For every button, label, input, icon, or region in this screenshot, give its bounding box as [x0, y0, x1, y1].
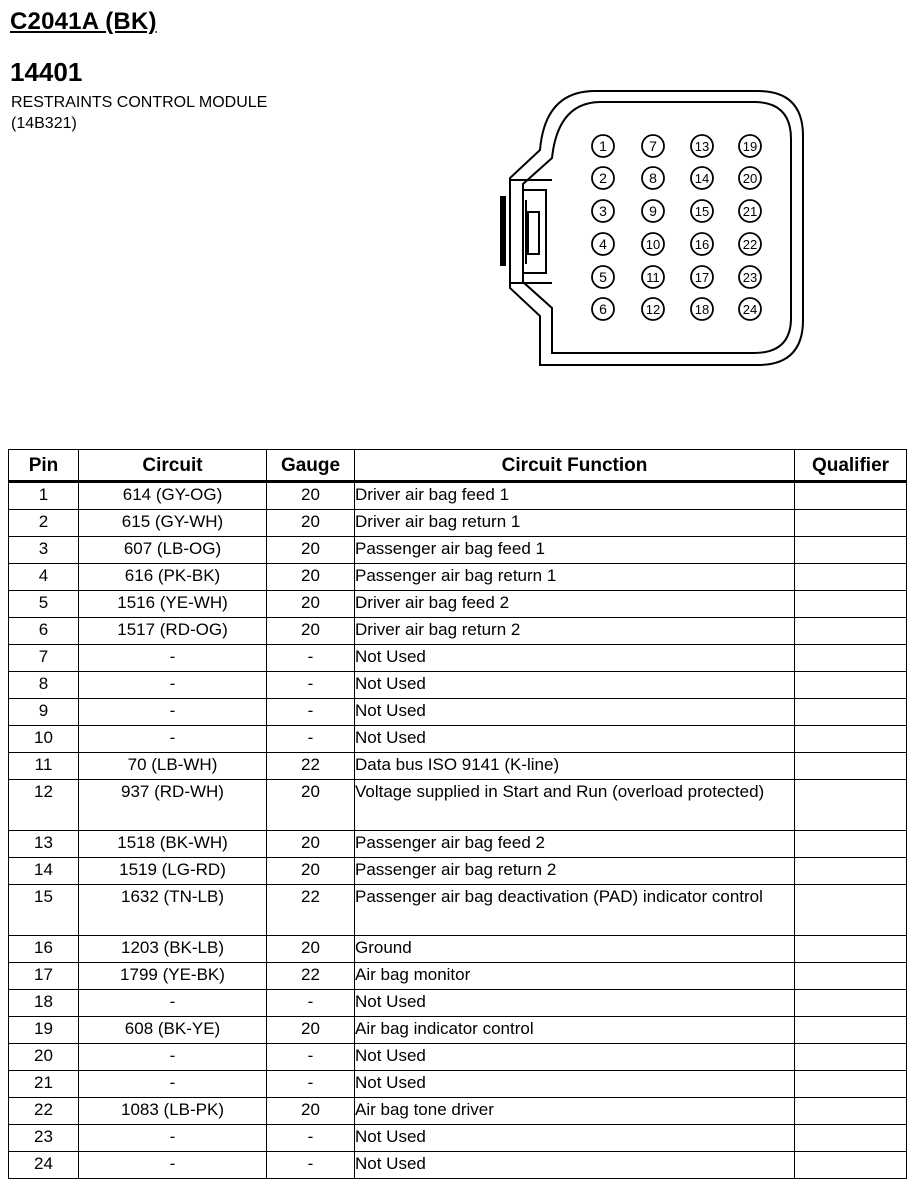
column-header-circuit: Circuit — [79, 450, 267, 482]
qualifier-cell — [795, 1071, 907, 1098]
connector-pin — [642, 135, 664, 157]
column-header-qualifier: Qualifier — [795, 450, 907, 482]
connector-pin — [691, 200, 713, 222]
function-cell: Passenger air bag return 2 — [355, 858, 795, 885]
function-cell: Voltage supplied in Start and Run (overload protected) — [355, 780, 795, 831]
gauge-cell: - — [267, 672, 355, 699]
qualifier-cell — [795, 885, 907, 936]
circuit-cell: 1632 (TN-LB) — [79, 885, 267, 936]
function-cell: Not Used — [355, 645, 795, 672]
connector-pin-label: 4 — [599, 236, 607, 252]
connector-pin — [739, 167, 761, 189]
table-row — [9, 753, 907, 780]
connector-pin — [592, 167, 614, 189]
function-cell: Passenger air bag feed 2 — [355, 831, 795, 858]
function-cell: Passenger air bag feed 1 — [355, 537, 795, 564]
connector-pin — [739, 266, 761, 288]
function-cell: Data bus ISO 9141 (K-line) — [355, 753, 795, 780]
function-cell: Air bag tone driver — [355, 1098, 795, 1125]
connector-pin — [592, 200, 614, 222]
qualifier-cell — [795, 990, 907, 1017]
function-cell: Driver air bag feed 1 — [355, 482, 795, 510]
circuit-cell: - — [79, 1152, 267, 1179]
connector-pin — [642, 167, 664, 189]
connector-pin-label: 24 — [742, 302, 758, 317]
column-header-function: Circuit Function — [355, 450, 795, 482]
connector-pin-label: 23 — [742, 270, 758, 285]
gauge-cell: 20 — [267, 936, 355, 963]
gauge-cell: 20 — [267, 780, 355, 831]
gauge-cell: 20 — [267, 482, 355, 510]
connector-pin — [592, 298, 614, 320]
table-row — [9, 1152, 907, 1179]
connector-pin-label: 10 — [645, 237, 661, 252]
function-cell: Driver air bag feed 2 — [355, 591, 795, 618]
connector-pin — [691, 135, 713, 157]
pin-cell: 12 — [9, 780, 79, 831]
pin-cell: 6 — [9, 618, 79, 645]
circuit-cell: 607 (LB-OG) — [79, 537, 267, 564]
gauge-cell: 20 — [267, 564, 355, 591]
circuit-cell: - — [79, 1044, 267, 1071]
gauge-cell: 20 — [267, 537, 355, 564]
connector-pin-label: 6 — [599, 301, 607, 317]
connector-pin — [739, 233, 761, 255]
gauge-cell: 20 — [267, 1098, 355, 1125]
pin-cell: 8 — [9, 672, 79, 699]
function-cell: Not Used — [355, 699, 795, 726]
qualifier-cell — [795, 564, 907, 591]
circuit-cell: - — [79, 1071, 267, 1098]
connector-pin-label: 14 — [694, 171, 710, 186]
table-row — [9, 1044, 907, 1071]
pin-cell: 17 — [9, 963, 79, 990]
circuit-cell: - — [79, 672, 267, 699]
circuit-cell: 1083 (LB-PK) — [79, 1098, 267, 1125]
function-cell: Air bag monitor — [355, 963, 795, 990]
function-cell: Not Used — [355, 672, 795, 699]
qualifier-cell — [795, 645, 907, 672]
gauge-cell: 20 — [267, 618, 355, 645]
pin-cell: 14 — [9, 858, 79, 885]
function-cell: Not Used — [355, 1125, 795, 1152]
pin-cell: 24 — [9, 1152, 79, 1179]
table-row — [9, 537, 907, 564]
table-row — [9, 1125, 907, 1152]
qualifier-cell — [795, 726, 907, 753]
qualifier-cell — [795, 1098, 907, 1125]
connector-pin — [691, 266, 713, 288]
gauge-cell: 20 — [267, 1017, 355, 1044]
connector-pin-label: 19 — [742, 139, 758, 154]
connector-face-diagram — [490, 88, 810, 373]
connector-pin-label: 9 — [649, 203, 657, 219]
gauge-cell: - — [267, 990, 355, 1017]
circuit-cell: 1518 (BK-WH) — [79, 831, 267, 858]
pin-cell: 11 — [9, 753, 79, 780]
function-cell: Passenger air bag deactivation (PAD) indicator control — [355, 885, 795, 936]
circuit-cell: - — [79, 726, 267, 753]
component-part-number: (14B321) — [11, 115, 77, 132]
qualifier-cell — [795, 1017, 907, 1044]
function-cell: Not Used — [355, 1071, 795, 1098]
connector-pin — [642, 233, 664, 255]
column-header-gauge: Gauge — [267, 450, 355, 482]
function-cell: Driver air bag return 2 — [355, 618, 795, 645]
table-row — [9, 1098, 907, 1125]
connector-pin — [592, 266, 614, 288]
connector-pin — [691, 233, 713, 255]
connector-pin — [642, 266, 664, 288]
qualifier-cell — [795, 963, 907, 990]
gauge-cell: 20 — [267, 858, 355, 885]
circuit-cell: 616 (PK-BK) — [79, 564, 267, 591]
qualifier-cell — [795, 618, 907, 645]
qualifier-cell — [795, 1125, 907, 1152]
connector-id: C2041A (BK) — [10, 8, 157, 35]
table-row — [9, 963, 907, 990]
connector-pin — [642, 298, 664, 320]
connector-pin — [739, 135, 761, 157]
connector-pin-label: 5 — [599, 269, 607, 285]
table-row — [9, 1071, 907, 1098]
qualifier-cell — [795, 1152, 907, 1179]
connector-lock-tab — [500, 196, 506, 266]
qualifier-cell — [795, 672, 907, 699]
gauge-cell: 20 — [267, 510, 355, 537]
table-row — [9, 1017, 907, 1044]
qualifier-cell — [795, 699, 907, 726]
qualifier-cell — [795, 753, 907, 780]
circuit-cell: - — [79, 1125, 267, 1152]
qualifier-cell — [795, 858, 907, 885]
table-row — [9, 726, 907, 753]
component-number: 14401 — [10, 57, 83, 87]
function-cell: Not Used — [355, 1044, 795, 1071]
table-row — [9, 672, 907, 699]
qualifier-cell — [795, 936, 907, 963]
gauge-cell: - — [267, 1071, 355, 1098]
pin-cell: 19 — [9, 1017, 79, 1044]
connector-pin — [691, 167, 713, 189]
circuit-cell: 608 (BK-YE) — [79, 1017, 267, 1044]
circuit-cell: 1516 (YE-WH) — [79, 591, 267, 618]
gauge-cell: - — [267, 699, 355, 726]
gauge-cell: - — [267, 645, 355, 672]
pin-cell: 15 — [9, 885, 79, 936]
connector-pin-label: 20 — [742, 171, 758, 186]
gauge-cell: 22 — [267, 963, 355, 990]
gauge-cell: - — [267, 726, 355, 753]
table-header-row — [9, 450, 907, 482]
connector-pin-label: 15 — [694, 204, 710, 219]
connector-pin-label: 17 — [694, 270, 710, 285]
qualifier-cell — [795, 591, 907, 618]
connector-pin-label: 3 — [599, 203, 607, 219]
connector-pin-label: 13 — [694, 139, 710, 154]
pin-cell: 10 — [9, 726, 79, 753]
function-cell: Not Used — [355, 990, 795, 1017]
connector-pin-label: 18 — [694, 302, 710, 317]
pin-cell: 1 — [9, 482, 79, 510]
pin-cell: 13 — [9, 831, 79, 858]
pin-cell: 2 — [9, 510, 79, 537]
table-row — [9, 482, 907, 510]
table-row — [9, 618, 907, 645]
circuit-cell: - — [79, 645, 267, 672]
circuit-cell: - — [79, 699, 267, 726]
column-header-pin: Pin — [9, 450, 79, 482]
table-row — [9, 645, 907, 672]
function-cell: Ground — [355, 936, 795, 963]
gauge-cell: - — [267, 1152, 355, 1179]
function-cell: Passenger air bag return 1 — [355, 564, 795, 591]
connector-pin-label: 7 — [649, 138, 657, 154]
gauge-cell: 20 — [267, 831, 355, 858]
qualifier-cell — [795, 510, 907, 537]
function-cell: Driver air bag return 1 — [355, 510, 795, 537]
circuit-cell: 70 (LB-WH) — [79, 753, 267, 780]
gauge-cell: - — [267, 1125, 355, 1152]
connector-pin-label: 22 — [742, 237, 758, 252]
pin-cell: 4 — [9, 564, 79, 591]
connector-pin-label: 2 — [599, 170, 607, 186]
function-cell: Not Used — [355, 1152, 795, 1179]
table-row — [9, 936, 907, 963]
gauge-cell: - — [267, 1044, 355, 1071]
table-row — [9, 990, 907, 1017]
pin-cell: 7 — [9, 645, 79, 672]
connector-pin — [739, 200, 761, 222]
gauge-cell: 22 — [267, 885, 355, 936]
connector-pin-label: 12 — [645, 302, 661, 317]
pin-cell: 20 — [9, 1044, 79, 1071]
connector-pin — [592, 135, 614, 157]
table-row — [9, 510, 907, 537]
pin-grid — [592, 135, 761, 320]
connector-pin-label: 16 — [694, 237, 710, 252]
circuit-cell: 614 (GY-OG) — [79, 482, 267, 510]
qualifier-cell — [795, 1044, 907, 1071]
pin-cell: 5 — [9, 591, 79, 618]
qualifier-cell — [795, 780, 907, 831]
circuit-cell: 937 (RD-WH) — [79, 780, 267, 831]
component-description — [11, 92, 267, 134]
connector-pin — [691, 298, 713, 320]
function-cell: Not Used — [355, 726, 795, 753]
table-row — [9, 699, 907, 726]
pinout-table — [8, 449, 907, 1179]
connector-housing-outline — [510, 91, 803, 365]
table-row — [9, 885, 907, 936]
qualifier-cell — [795, 831, 907, 858]
gauge-cell: 20 — [267, 591, 355, 618]
table-row — [9, 564, 907, 591]
circuit-cell: 1799 (YE-BK) — [79, 963, 267, 990]
pinout-table-body — [9, 482, 907, 1179]
pin-cell: 18 — [9, 990, 79, 1017]
pin-cell: 21 — [9, 1071, 79, 1098]
connector-pin — [642, 200, 664, 222]
connector-pin — [739, 298, 761, 320]
qualifier-cell — [795, 537, 907, 564]
table-row — [9, 858, 907, 885]
pin-cell: 16 — [9, 936, 79, 963]
pin-cell: 23 — [9, 1125, 79, 1152]
pin-cell: 9 — [9, 699, 79, 726]
connector-latch — [510, 180, 552, 283]
table-row — [9, 780, 907, 831]
qualifier-cell — [795, 482, 907, 510]
table-row — [9, 591, 907, 618]
circuit-cell: 1517 (RD-OG) — [79, 618, 267, 645]
table-row — [9, 831, 907, 858]
pin-cell: 22 — [9, 1098, 79, 1125]
connector-pin-label: 1 — [599, 138, 607, 154]
connector-pin-label: 21 — [742, 204, 758, 219]
circuit-cell: - — [79, 990, 267, 1017]
circuit-cell: 1203 (BK-LB) — [79, 936, 267, 963]
gauge-cell: 22 — [267, 753, 355, 780]
connector-pin-label: 8 — [649, 170, 657, 186]
connector-pin-label: 11 — [646, 270, 660, 285]
pin-cell: 3 — [9, 537, 79, 564]
component-name: RESTRAINTS CONTROL MODULE — [11, 94, 268, 111]
connector-pin — [592, 233, 614, 255]
circuit-cell: 1519 (LG-RD) — [79, 858, 267, 885]
function-cell: Air bag indicator control — [355, 1017, 795, 1044]
circuit-cell: 615 (GY-WH) — [79, 510, 267, 537]
